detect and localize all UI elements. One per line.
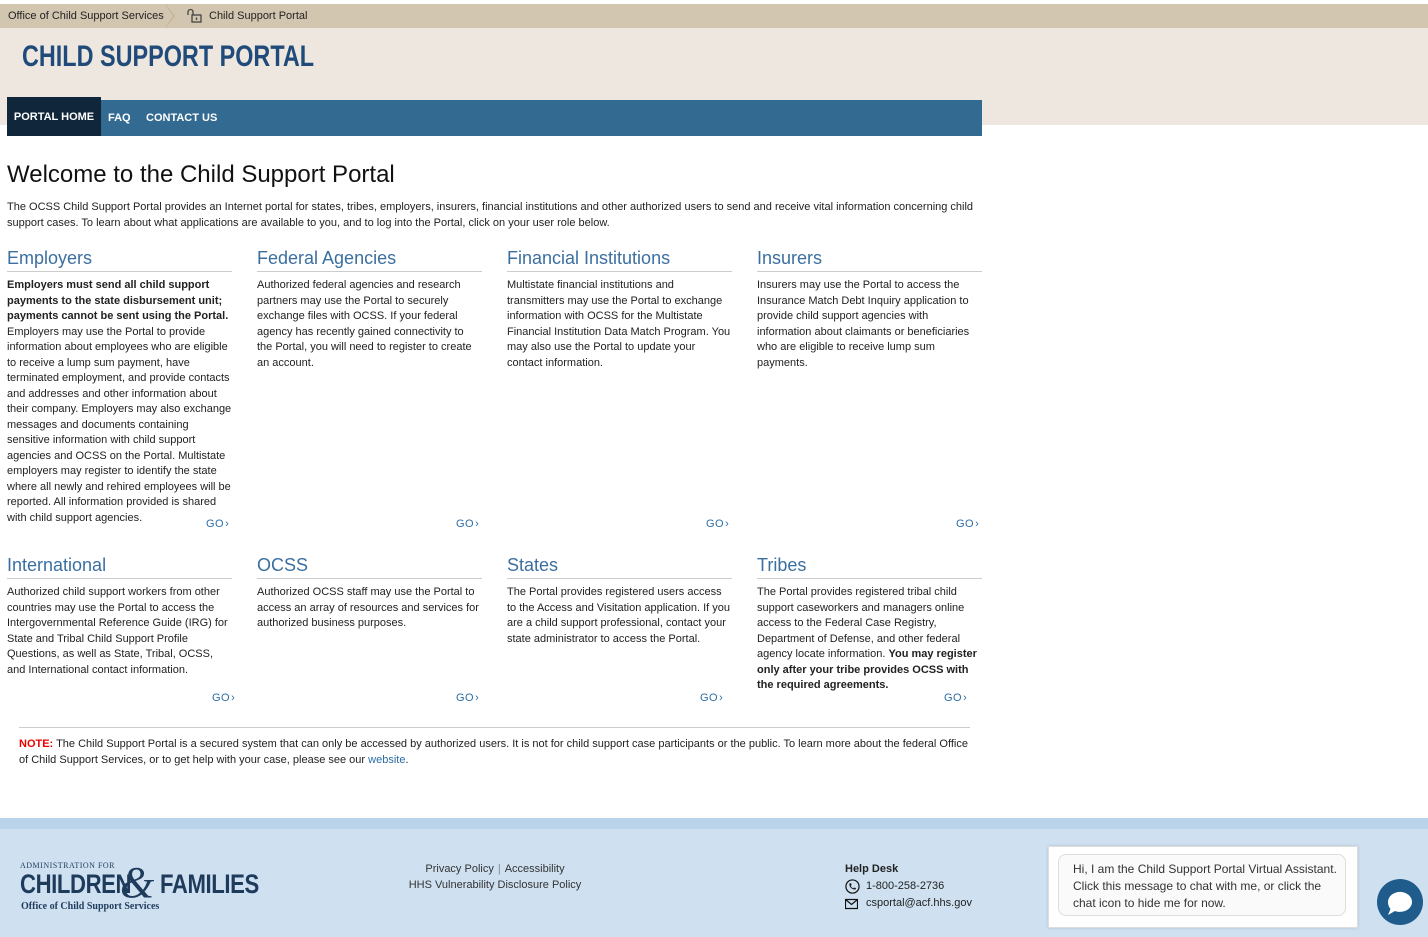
help-desk [845, 861, 972, 912]
go-insurers-link[interactable] [956, 518, 979, 530]
logo-office-text: Office of Child Support Services [21, 901, 160, 912]
card-title[interactable]: States [507, 554, 732, 579]
card-description [757, 585, 982, 694]
logo-families-text: FAMILIES [160, 869, 259, 899]
accessibility-link[interactable]: Accessibility [504, 863, 565, 875]
intro-text: The OCSS Child Support Portal provides an Internet portal for states, tribes, employers, insurers, financial institutions and other authorized users to send and receive vital information concerning child support cases. To learn about what applications are available to you, and to log into the Portal, click on your user role below. [7, 201, 974, 229]
note-text: The Child Support Portal is a secured system that can only be accessed by authorized users. It is not for child support case participants or the public. To learn more about the federal Office of Child Support Services, or to get help with your case, please see our [19, 738, 968, 766]
chevron-right-icon: › [719, 692, 724, 704]
breadcrumb-current: Child Support Portal [209, 10, 308, 22]
email-link[interactable]: csportal@acf.hhs.gov [866, 897, 972, 909]
chat-message[interactable]: Hi, I am the Child Support Portal Virtual Assistant. Click this message to chat with me, or click the chat icon to hide me for now. [1058, 854, 1346, 916]
help-desk-title: Help Desk [845, 863, 899, 875]
card-text: The Portal provides registered tribal child support caseworkers and managers online access to the Federal Case Registry, Department of Defense, and other federal agency locate information. [757, 586, 965, 660]
logo-admin-text: ADMINISTRATION FOR [20, 861, 116, 870]
chevron-right-icon: › [725, 518, 730, 530]
note-label: NOTE: [19, 738, 54, 750]
note-divider [19, 727, 970, 728]
chevron-right-icon: › [975, 518, 980, 530]
card-bold-text: Employers must send all child support payments to the state disbursement unit; payments cannot be sent using the Portal. [7, 279, 229, 322]
page-title: Welcome to the Child Support Portal [7, 161, 395, 188]
card-text: Authorized child support workers from other countries may use the Portal to access the Intergovernmental Reference Guide (IRG) for State and Tribal Child Support Profile Questions, as well as State, Tribal, OCSS, and International contact information. [7, 586, 228, 676]
go-label: GO [944, 692, 963, 704]
footer-link-separator: | [497, 863, 501, 875]
card-title[interactable]: Employers [7, 247, 232, 272]
phone-number: 1-800-258-2736 [866, 880, 945, 892]
chevron-right-icon: › [475, 692, 480, 704]
card-insurers [757, 247, 982, 371]
card-title[interactable]: OCSS [257, 554, 482, 579]
help-desk-phone [845, 878, 972, 895]
go-label: GO [212, 692, 231, 704]
card-text: The Portal provides registered users access to the Access and Visitation application. If you are a child support professional, contact your state administrator to access the Portal. [507, 586, 730, 645]
card-ocss [257, 554, 482, 632]
note-end: . [405, 754, 409, 766]
privacy-policy-link[interactable]: Privacy Policy [425, 863, 494, 875]
go-label: GO [706, 518, 725, 530]
logo-ampersand: & [120, 858, 155, 907]
chevron-right-icon: › [225, 518, 230, 530]
card-bold-text: You may register only after your tribe provides OCSS with the required agreements. [757, 648, 977, 691]
nav-portal-home[interactable]: PORTAL HOME [7, 97, 101, 136]
card-tribes [757, 554, 982, 694]
mail-icon [845, 898, 858, 910]
security-note [19, 736, 974, 768]
card-text: Multistate financial institutions and transmitters may use the Portal to exchange information with OCSS for the Multistate Financial Institution Data Match Program. You may also use the Portal to update your contact information. [507, 279, 731, 369]
card-title[interactable]: Federal Agencies [257, 247, 482, 272]
nav-faq[interactable]: FAQ [108, 112, 131, 124]
card-text: Insurers may use the Portal to access the Insurance Match Debt Inquiry application to provide child support agencies with information about claimants or beneficiaries who are eligible to receive lump sum payments. [757, 279, 970, 369]
main-nav [7, 100, 982, 136]
breadcrumb-parent-link[interactable]: Office of Child Support Services [8, 10, 164, 22]
go-financial-institutions-link[interactable] [706, 518, 729, 530]
card-financial-institutions [507, 247, 732, 371]
card-employers [7, 247, 232, 526]
go-label: GO [700, 692, 719, 704]
go-tribes-link[interactable] [944, 692, 967, 704]
breadcrumb-separator-inner [165, 4, 173, 28]
card-international [7, 554, 232, 678]
go-states-link[interactable] [700, 692, 723, 704]
footer-top-bar [0, 818, 1428, 829]
go-label: GO [956, 518, 975, 530]
footer-links [390, 861, 600, 893]
breadcrumb [0, 4, 1428, 28]
card-text: Authorized OCSS staff may use the Portal to access an array of resources and services for authorized business purposes. [257, 586, 479, 629]
go-ocss-link[interactable] [456, 692, 479, 704]
chat-popup [1048, 846, 1358, 928]
go-label: GO [456, 518, 475, 530]
card-federal-agencies [257, 247, 482, 371]
phone-icon [845, 879, 860, 894]
acf-logo[interactable] [20, 858, 260, 913]
unlock-icon [186, 8, 202, 24]
card-description [7, 278, 232, 526]
go-label: GO [456, 692, 475, 704]
go-international-link[interactable] [212, 692, 235, 704]
vulnerability-policy-link[interactable]: HHS Vulnerability Disclosure Policy [408, 879, 582, 891]
card-title[interactable]: International [7, 554, 232, 579]
chevron-right-icon: › [963, 692, 968, 704]
go-federal-agencies-link[interactable] [456, 518, 479, 530]
card-text: Employers may use the Portal to provide information about employees who are eligible to receive a lump sum payment, have terminated employment, and provide contacts and addresses and other information about their company. Employers may also exchange messages and documents containing sensitive information with child support agencies and OCSS on the Portal. Multistate employers may register to identify the state where all newly and rehired employees will be reported. All information provided is shared with child support agencies. [7, 325, 232, 524]
nav-contact-us[interactable]: CONTACT US [146, 112, 218, 124]
card-states [507, 554, 732, 647]
website-link[interactable]: website [368, 754, 406, 766]
card-title[interactable]: Financial Institutions [507, 247, 732, 272]
chevron-right-icon: › [231, 692, 236, 704]
card-text: Authorized federal agencies and research partners may use the Portal to securely exchange files with OCSS. If your federal agency has recently gained connectivity to the Portal, you will need to register to create an account. [257, 279, 472, 369]
help-desk-email [845, 895, 972, 912]
go-label: GO [206, 518, 225, 530]
site-title: CHILD SUPPORT PORTAL [22, 40, 315, 73]
chat-icon[interactable] [1376, 878, 1424, 926]
chevron-right-icon: › [475, 518, 480, 530]
logo-children-text: CHILDREN [20, 869, 132, 899]
go-employers-link[interactable] [206, 518, 229, 530]
card-title[interactable]: Tribes [757, 554, 982, 579]
card-title[interactable]: Insurers [757, 247, 982, 272]
